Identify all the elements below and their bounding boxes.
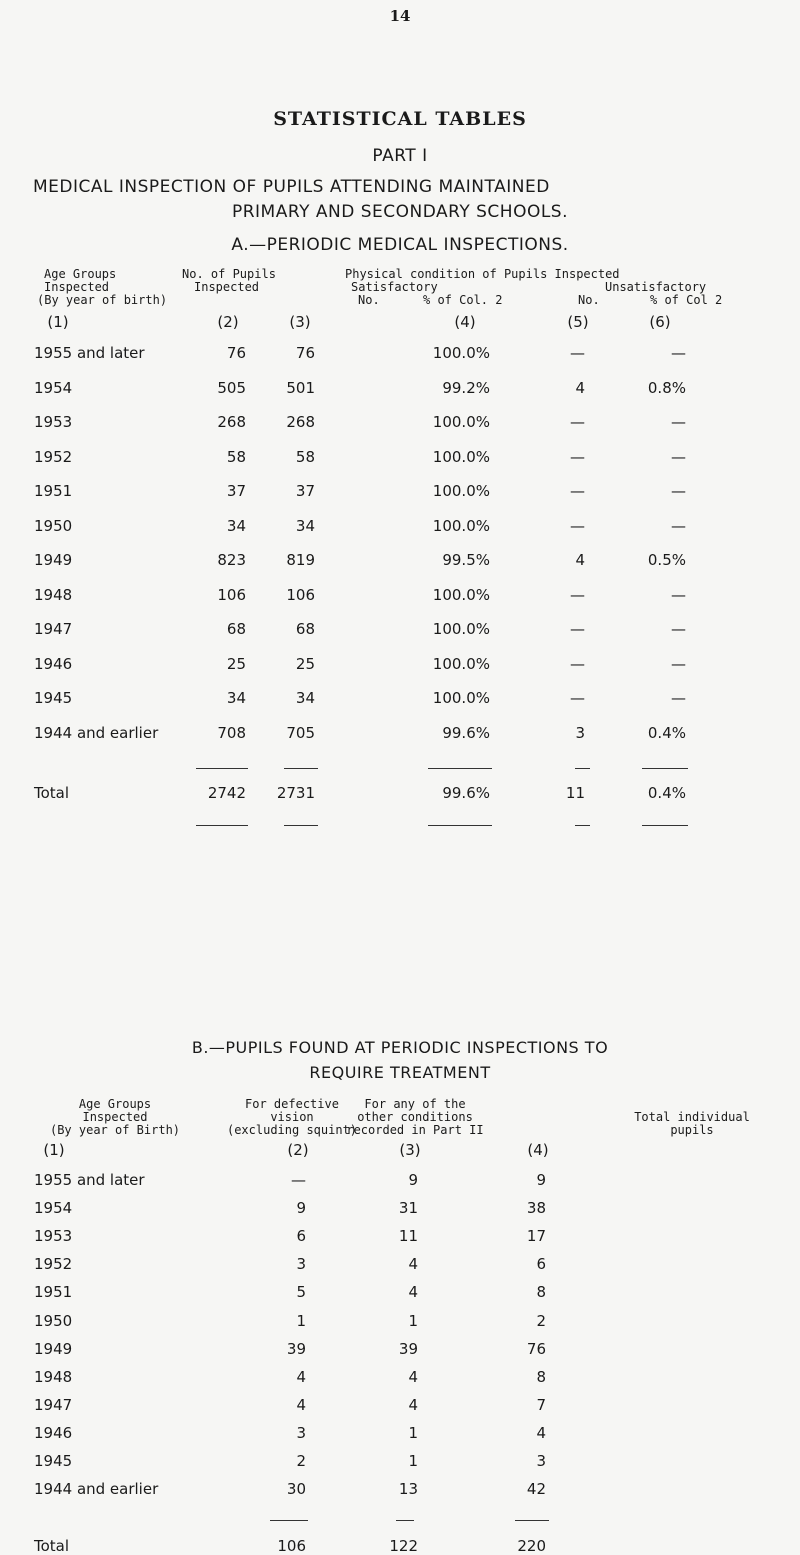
table-a-total-rule-top [575,768,590,769]
table-a-total-rule-bottom [196,825,248,826]
table-a-header-physical: Physical condition of Pupils Inspected [345,267,620,281]
table-b-cell: 4 [408,1395,418,1414]
table-b-cell: 6 [536,1255,546,1274]
table-a-cell: — [671,654,686,673]
table-a-cell: 1952 [34,447,73,466]
table-a-cell: 58 [226,447,246,466]
table-b-header-text: (By year of Birth) [49,1123,181,1137]
table-a-cell: 100.0% [432,654,490,673]
table-b-col-number: (3) [399,1141,421,1159]
table-b-title-line-1: B.—PUPILS FOUND AT PERIODIC INSPECTIONS TO [191,1038,609,1057]
table-b-cell: 1 [408,1311,418,1330]
table-b-header-text: Age Groups [78,1097,152,1111]
table-b-cell: 9 [296,1199,306,1218]
table-b-total-rule-top [396,1520,414,1521]
table-b-header-text: For defective [245,1097,339,1111]
table-a-total-label: Total [34,784,70,802]
table-a-cell: — [671,689,686,707]
table-b-cell: 9 [408,1171,418,1189]
table-a-cell: 0.8% [647,378,686,397]
table-b-total-cell: 122 [389,1537,418,1555]
table-a-cell: — [671,413,686,431]
table-b-header-text: pupils [670,1123,714,1137]
table-a-title: A.—PERIODIC MEDICAL INSPECTIONS. [231,235,569,255]
table-a-cell: — [570,482,585,500]
table-b-cell: 1953 [34,1227,73,1246]
table-b-header-text: (excluding squint) [226,1123,358,1137]
table-b-header-text: For any of the [364,1097,466,1111]
table-a-total-cell: 11 [565,784,585,802]
table-b-cell: 3 [296,1255,306,1274]
table-a-cell: 705 [286,723,315,742]
table-b-header-text: vision [270,1110,314,1124]
table-a-cell: 1955 and later [34,344,145,362]
table-b-cell: 1944 and earlier [34,1480,159,1499]
table-b-col-number: (4) [527,1141,549,1159]
table-a-cell: — [671,585,686,604]
table-a-total-cell: 2742 [207,784,246,802]
table-a-cell: — [570,585,585,604]
table-a-header-satisfactory: Satisfactory [351,280,438,294]
table-a-total-rule-top [284,768,318,769]
table-a-cell: 0.4% [647,723,686,742]
table-a-cell: 68 [226,620,246,638]
table-a-cell: 268 [217,413,246,431]
table-b-col-number: (1) [43,1141,65,1159]
table-a-cell: — [671,447,686,466]
table-a-cell: 34 [295,689,315,707]
table-b-cell: 31 [398,1199,418,1218]
table-a-cell: 100.0% [432,413,490,431]
table-a-col-number: (3) [289,313,311,331]
main-title-line-1: MEDICAL INSPECTION OF PUPILS ATTENDING MAINTAINED [33,177,550,197]
table-a-cell: 106 [286,585,315,604]
table-b-cell: 4 [296,1367,306,1386]
table-b-col-number: (2) [287,1141,309,1159]
table-a-cell: — [570,344,585,362]
table-a-cell: 100.0% [432,689,490,707]
table-a-cell: 505 [217,378,246,397]
table-a-cell: 100.0% [432,620,490,638]
table-b-total-rule-top [270,1520,308,1521]
table-a-cell: — [671,482,686,500]
table-a-cell: 501 [286,378,315,397]
table-b-cell: 17 [526,1227,546,1246]
table-a-cell: — [570,447,585,466]
table-a-cell: 100.0% [432,585,490,604]
table-a-cell: 58 [295,447,315,466]
table-b-cell: 13 [398,1480,418,1499]
table-b-cell: 1949 [34,1339,73,1358]
table-b-title-line-2: REQUIRE TREATMENT [309,1063,491,1082]
table-a-total-rule-top [642,768,688,769]
table-a-cell: 1945 [34,689,73,707]
table-a-cell: 1944 and earlier [34,723,159,742]
table-b-cell: 39 [398,1339,418,1358]
main-title-line-2: PRIMARY AND SECONDARY SCHOOLS. [231,202,569,222]
table-a-cell: 100.0% [432,344,490,362]
table-b-header-text: recorded in Part II [346,1123,484,1137]
table-b-header-text: other conditions [357,1110,473,1124]
table-a-cell: 0.5% [647,551,686,569]
table-a-cell: 37 [226,482,246,500]
table-a-total-cell: 0.4% [647,784,686,802]
table-a-cell: 823 [217,551,246,569]
table-b-cell: 76 [526,1339,546,1358]
table-a-header-no-of-pupils: No. of Pupils [182,267,276,281]
table-a-cell: 1946 [34,654,73,673]
table-b-cell: 4 [408,1255,418,1274]
table-a-cell: 99.2% [442,378,490,397]
table-b-total-cell: 106 [277,1537,306,1555]
table-b-cell: 38 [526,1199,546,1218]
table-b-cell: 1 [296,1311,306,1330]
table-a-total-cell: 99.6% [442,784,490,802]
table-a-cell: 34 [226,516,246,535]
table-a-col-number: (5) [567,313,589,331]
table-a-cell: 1951 [34,482,73,500]
table-b-cell: 4 [408,1283,418,1302]
table-b-cell: 1 [408,1423,418,1442]
table-a-col-number: (6) [649,313,671,331]
table-a-cell: 708 [217,723,246,742]
table-a-header-inspected: Inspected [44,280,110,294]
table-a-cell: 99.6% [442,723,490,742]
table-a-cell: 99.5% [442,551,490,569]
table-a-cell: 76 [295,344,315,362]
table-a-total-rule-top [428,768,492,769]
table-b-cell: 2 [296,1452,306,1470]
table-b-cell: 1946 [34,1423,73,1442]
table-a-cell: 34 [226,689,246,707]
table-b-cell: 1 [408,1452,418,1470]
table-a-header-by-year: (By year of birth) [37,293,168,307]
table-a-cell: 100.0% [432,482,490,500]
table-a-total-rule-bottom [428,825,492,826]
table-a-cell: — [671,620,686,638]
table-a-col-number: (1) [47,313,69,331]
table-a-header-unsatisfactory: Unsatisfactory [605,280,707,294]
table-a-cell: 268 [286,413,315,431]
table-b-header-text: Inspected [82,1110,148,1124]
table-a-cell: 25 [295,654,315,673]
table-a-header-age-groups: Age Groups [44,267,117,281]
table-a-cell: — [570,516,585,535]
table-a-total-rule-bottom [284,825,318,826]
table-b-cell: 1950 [34,1311,73,1330]
table-b-cell: 1951 [34,1283,73,1302]
table-b-cell: 8 [536,1367,546,1386]
table-b-total-cell: 220 [517,1537,546,1555]
table-a-cell: 100.0% [432,447,490,466]
table-a-cell: — [671,516,686,535]
table-a-total-cell: 2731 [276,784,315,802]
table-b-cell: 6 [296,1227,306,1246]
table-b-cell: 1954 [34,1199,73,1218]
table-b-cell: 1945 [34,1452,73,1470]
table-a-cell: 68 [295,620,315,638]
table-a-cell: — [570,620,585,638]
table-a-cell: 1950 [34,516,73,535]
table-a-cell: 37 [295,482,315,500]
table-b-cell: 42 [526,1480,546,1499]
table-b-cell: 39 [286,1339,306,1358]
table-a-cell: 106 [217,585,246,604]
part-label: PART I [372,146,428,166]
table-a-cell: 3 [575,723,585,742]
table-a-cell: 25 [226,654,246,673]
table-a-cell: — [570,689,585,707]
table-a-header-pct-unsat: % of Col 2 [650,293,723,307]
table-a-cell: 1948 [34,585,73,604]
table-a-cell: 4 [575,378,585,397]
table-a-total-rule-top [196,768,248,769]
table-b-cell: 3 [536,1452,546,1470]
table-a-cell: 1949 [34,551,73,569]
table-a-cell: 76 [226,344,246,362]
table-a-header-pct-sat: % of Col. 2 [423,293,503,307]
page-number: 14 [389,7,411,25]
table-a-col-number: (4) [454,313,476,331]
table-a-cell: — [570,413,585,431]
table-a-cell: 1947 [34,620,73,638]
table-b-cell: 5 [296,1283,306,1302]
table-b-cell: 4 [408,1367,418,1386]
table-a-cell: — [671,344,686,362]
heading: STATISTICAL TABLES [273,108,527,130]
table-b-cell: 2 [536,1311,546,1330]
table-b-cell: 4 [536,1423,546,1442]
table-a-header-no-unsat: No. [578,293,600,307]
table-b-cell: 8 [536,1283,546,1302]
table-b-cell: 11 [398,1227,418,1246]
table-a-cell: 34 [295,516,315,535]
table-a-cell: 100.0% [432,516,490,535]
table-b-cell: 1948 [34,1367,73,1386]
table-b-cell: 4 [296,1395,306,1414]
table-a-col-number: (2) [217,313,239,331]
table-a-header-no-sat: No. [358,293,380,307]
table-b-total-label: Total [34,1537,70,1555]
table-b-total-rule-top [515,1520,549,1521]
table-b-cell: 30 [286,1480,306,1499]
table-b-header-text: Total individual [634,1110,750,1124]
table-b-cell: 7 [536,1395,546,1414]
table-b-cell: 1952 [34,1255,73,1274]
table-b-cell: 1947 [34,1395,73,1414]
table-a-cell: 1953 [34,413,73,431]
table-a-cell: 4 [575,551,585,569]
table-a-total-rule-bottom [642,825,688,826]
table-a-cell: 1954 [34,378,73,397]
table-b-cell: 3 [296,1423,306,1442]
table-a-cell: — [570,654,585,673]
table-b-cell: 9 [536,1171,546,1189]
table-b-cell: 1955 and later [34,1171,145,1189]
table-a-total-rule-bottom [575,825,590,826]
table-a-cell: 819 [286,551,315,569]
table-b-cell: — [291,1171,306,1189]
table-a-header-inspected-2: Inspected [194,280,260,294]
